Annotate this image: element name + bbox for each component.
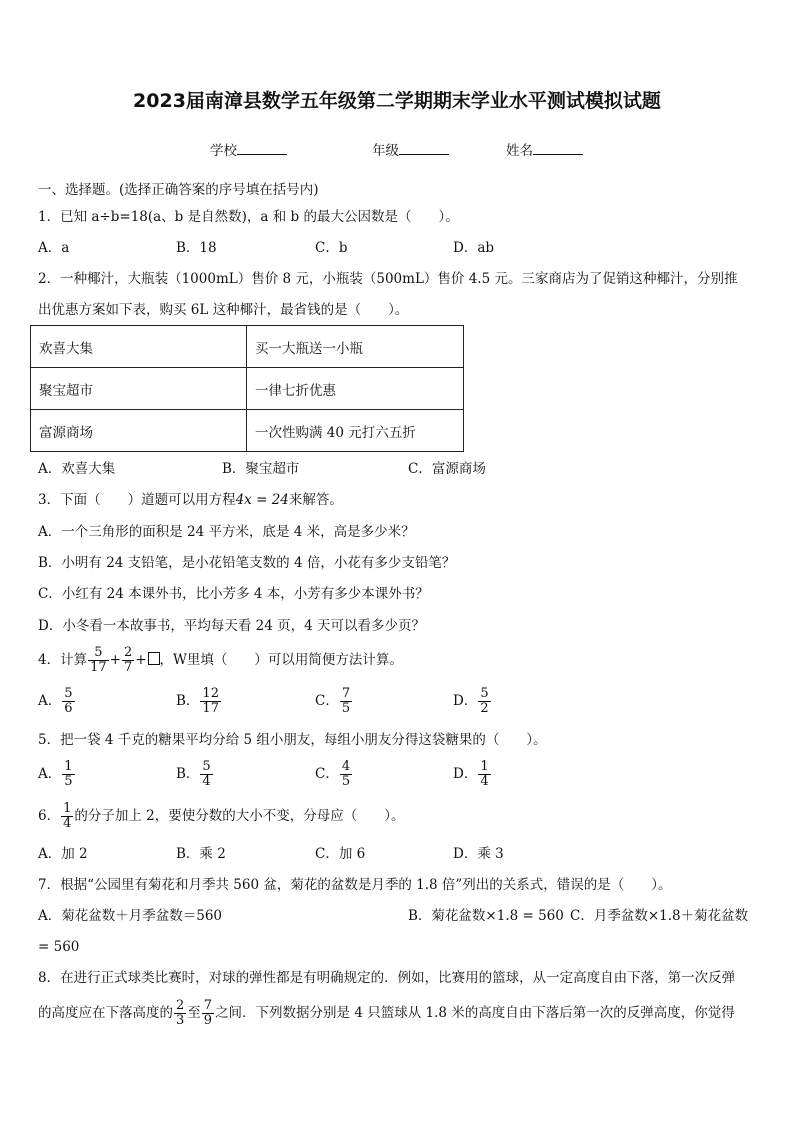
question-8-line2: 的高度应在下落高度的 $\frac{2}{3}$ 至 $\frac{7}{9}$ 之间．下列数据分别是 4 只篮球从 1.8 米的高度自由下落后第一次的反弹高度，你觉得 [38,998,735,1028]
q3-option-b: B．小明有 24 支铅笔，是小花铅笔支数的 4 倍，小花有多少支铅笔？ [38,555,456,571]
name-field [506,140,583,160]
table-row [31,368,464,410]
store-offer: 买一大瓶送一小瓶 [247,326,464,368]
q6-suffix: 的分子加上 2，要使分数的大小不变，分母应（ ）。 [74,808,405,824]
q4-option-c: C． $\frac{7}{5}$ [315,686,351,716]
q3-option-c: C．小红有 24 本课外书，比小芳多 4 本，小芳有多少本课外书？ [38,586,429,602]
q7-option-c: C．月季盆数×1.8＋菊花盆数 [570,908,749,924]
question-8-line1: 8．在进行正式球类比赛时，对球的弹性都是有明确规定的．例如，比赛用的篮球，从一定高度自由下落，第一次反弹 [38,970,736,986]
q4-prefix: 4．计算 [38,652,88,668]
fraction: $\frac{2}{7}$ [123,645,133,675]
q2-option-a: A．欢喜大集 [38,461,116,477]
school-label: 学校 [210,143,237,159]
q3-option-a: A．一个三角形的面积是 24 平方米，底是 4 米，高是多少米？ [38,524,415,540]
q3-stem-text: 3．下面（ ）道题可以用方程 [38,492,236,508]
store-name: 欢喜大集 [31,326,247,368]
fraction: $\frac{1}{4}$ [63,801,72,831]
q7-option-a: A．菊花盆数＋月季盆数＝560 [38,908,223,924]
section-heading: 一、选择题。(选择正确答案的序号填在括号内) [38,182,319,198]
q5-option-a: A． $\frac{1}{5}$ [38,759,73,789]
store-offer: 一律七折优惠 [247,368,464,410]
question-5-stem: 5．把一袋 4 千克的糖果平均分给 5 组小朋友，每组小朋友分得这袋糖果的（ ）。 [38,732,547,748]
q7-option-b: B．菊花盆数×1.8 = 560 [408,908,564,924]
store-name: 聚宝超市 [31,368,247,410]
q1-option-b: B．18 [176,240,217,256]
q2-option-b: B．聚宝超市 [222,461,300,477]
q5-option-b: B． $\frac{5}{4}$ [176,759,211,789]
q6-option-b: B．乘 2 [176,846,226,862]
q6-option-c: C．加 6 [315,846,366,862]
name-blank [533,140,583,155]
q6-option-d: D．乘 3 [453,846,504,862]
fraction: $\frac{2}{3}$ [176,998,185,1028]
q5-option-d: D． $\frac{1}{4}$ [453,759,489,789]
q6-option-a: A．加 2 [38,846,88,862]
promotion-table [30,325,464,452]
table-row [31,326,464,368]
q2-option-c: C．富源商场 [408,461,486,477]
question-3-stem [38,491,343,509]
blank-box [148,652,160,665]
grade-blank [399,140,449,155]
q1-option-d: D．ab [453,240,495,256]
q3-equation: 4x = 24 [235,492,289,508]
question-1-stem: 1．已知 a÷b=18(a、b 是自然数)，a 和 b 的最大公因数是（ ）。 [38,209,459,225]
name-label: 姓名 [506,143,533,159]
q4-option-d: D． $\frac{5}{2}$ [453,686,489,716]
question-7-stem: 7．根据“公园里有菊花和月季共 560 盆，菊花的盆数是月季的 1.8 倍”列出的关系式，错误的是（ ）。 [38,877,672,893]
school-blank [237,140,287,155]
q4-option-b: B． $\frac{12}{17}$ [176,686,219,716]
question-2-stem-line2: 出优惠方案如下表，购买 6L 这种椰汁，最省钱的是（ ）。 [38,302,409,318]
grade-field [372,140,449,160]
grade-label: 年级 [372,143,399,159]
q3-option-d: D．小冬看一本故事书，平均每天看 24 页，4 天可以看多少页？ [38,618,425,634]
fraction: $\frac{7}{9}$ [203,998,213,1028]
q4-suffix: ，W里填（ ）可以用简便方法计算。 [159,652,403,668]
q4-option-a: A． $\frac{5}{6}$ [38,686,73,716]
page-title: 2023届南漳县数学五年级第二学期期末学业水平测试模拟试题 [133,90,661,112]
question-2-stem-line1: 2．一种椰汁，大瓶装（1000mL）售价 8 元，小瓶装（500mL）售价 4.5 元。三家商店为了促销这种椰汁，分别推 [38,271,738,287]
question-6-stem: 6． $\frac{1}{4}$ 的分子加上 2，要使分数的大小不变，分母应（ ）。 [38,801,405,831]
q1-option-c: C．b [315,240,348,256]
store-name: 富源商场 [31,410,247,452]
q5-option-c: C． $\frac{4}{5}$ [315,759,351,789]
q7-option-c-continued: = 560 [38,939,80,955]
question-4-stem: 4．计算 $\frac{5}{17}$ + $\frac{2}{7}$ + ，W里填（ ）可以用简便方法计算。 [38,645,403,675]
store-offer: 一次性购满 40 元打六五折 [247,410,464,452]
fraction: $\frac{5}{17}$ [90,645,107,675]
q3-stem-end: 来解答。 [288,492,343,508]
q1-option-a: A．a [38,240,70,256]
school-field [210,140,287,160]
table-row [31,410,464,452]
